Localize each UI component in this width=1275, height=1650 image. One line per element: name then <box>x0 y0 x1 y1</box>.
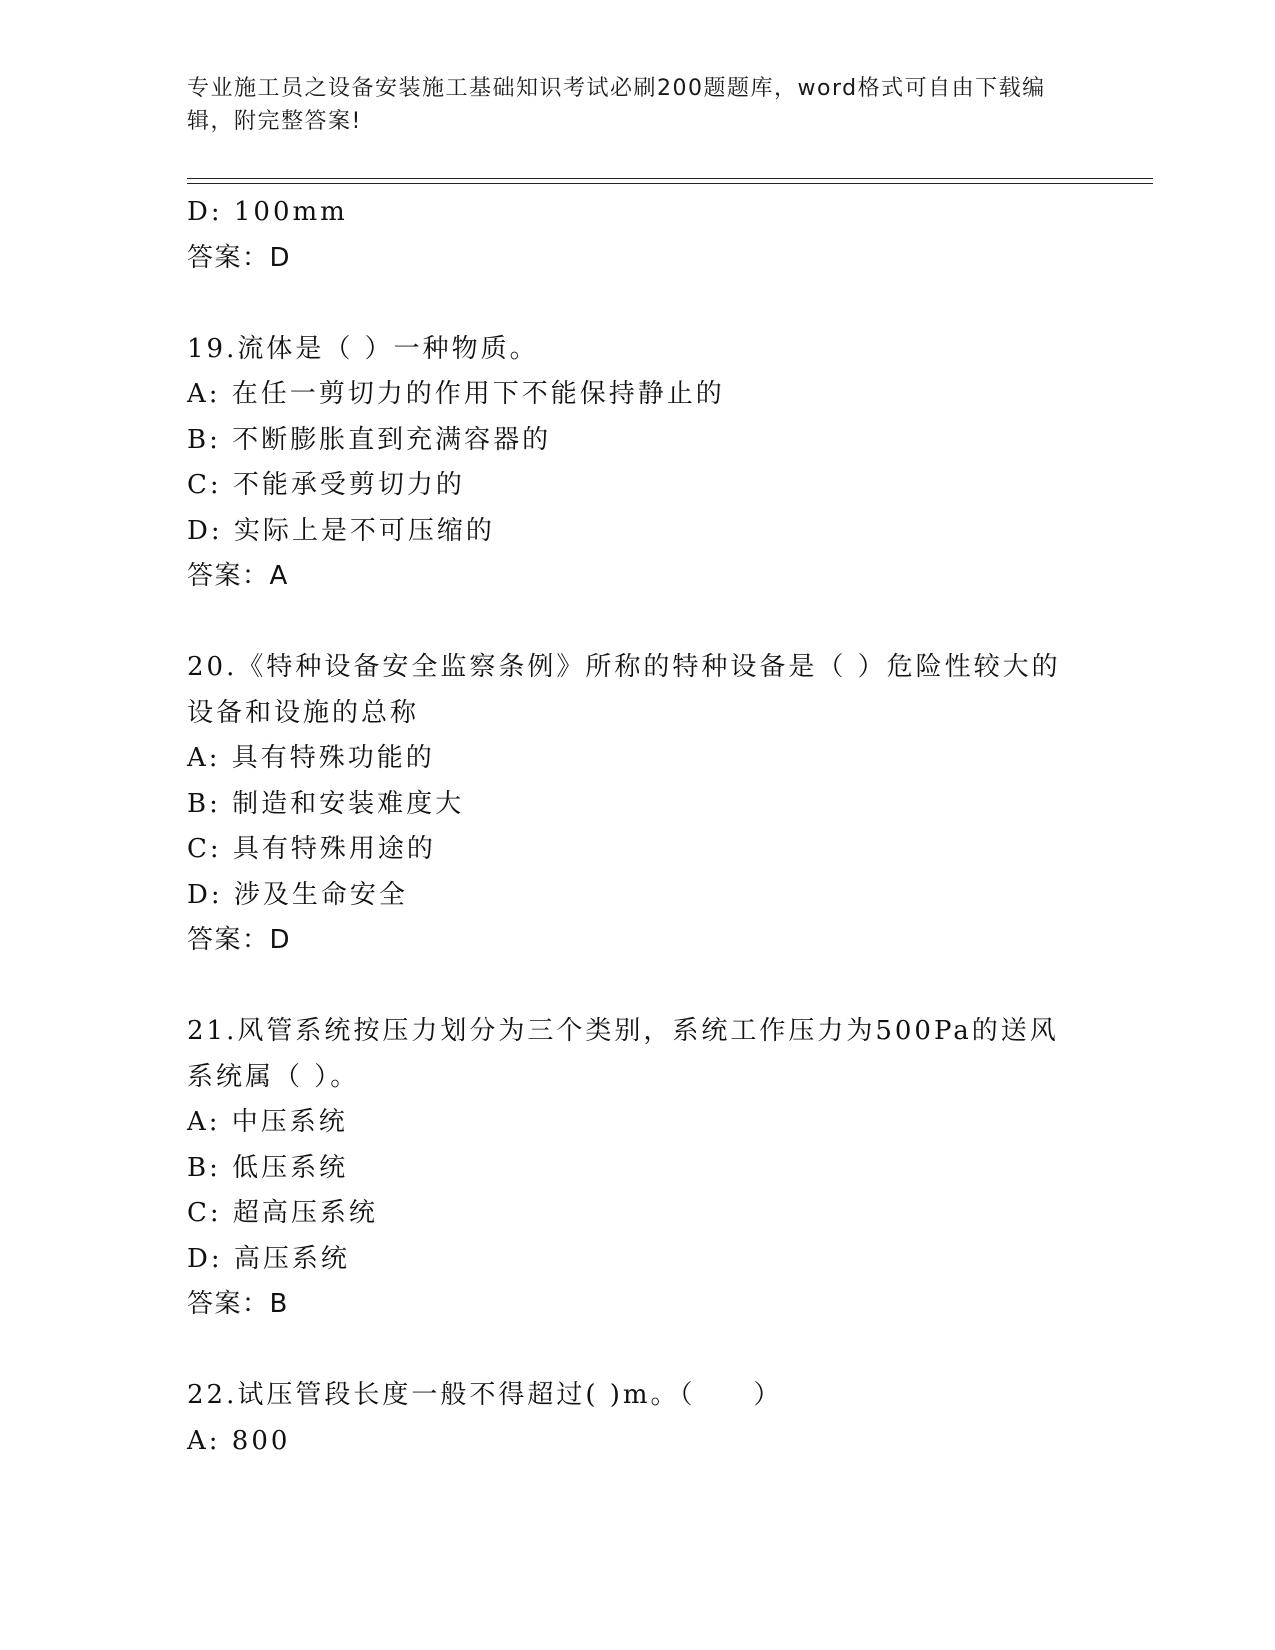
answer: 答案：D <box>187 925 292 955</box>
option-b: B: 低压系统 <box>187 1152 349 1183</box>
option-d: D: 涉及生命安全 <box>187 879 408 910</box>
answer: 答案：D <box>187 242 292 273</box>
question-stem: 20.《特种设备安全监察条例》所称的特种设备是（ ）危险性较大的设备和设施的总称 <box>187 652 1061 728</box>
option-a: A: 中压系统 <box>187 1107 348 1137</box>
answer: 答案：B <box>187 1289 289 1319</box>
option-c: C: 具有特殊用途的 <box>187 834 436 864</box>
option-d: D: 100mm <box>187 197 348 227</box>
previous-question-tail <box>187 190 1087 281</box>
header-divider-top <box>187 178 1153 179</box>
header-divider-bottom <box>187 183 1153 184</box>
option-a: A: 800 <box>187 1425 291 1456</box>
option-a: A: 具有特殊功能的 <box>187 743 435 773</box>
answer: 答案：A <box>187 561 289 591</box>
question-stem: 22.试压管段长度一般不得超过( )m。（ ） <box>187 1380 783 1410</box>
option-d: D: 实际上是不可压缩的 <box>187 515 495 546</box>
question-22 <box>187 1373 1087 1464</box>
option-c: C: 超高压系统 <box>187 1198 378 1228</box>
document-body <box>187 190 1087 1464</box>
option-b: B: 不断膨胀直到充满容器的 <box>187 424 552 455</box>
question-stem: 21.风管系统按压力划分为三个类别，系统工作压力为500Pa的送风系统属（ ）。 <box>187 1016 1059 1092</box>
option-a: A: 在任一剪切力的作用下不能保持静止的 <box>187 379 725 409</box>
question-20 <box>187 645 1087 964</box>
question-stem: 19.流体是（ ）一种物质。 <box>187 333 539 364</box>
document-header: 专业施工员之设备安装施工基础知识考试必刷200题题库，word格式可自由下载编辑，附完整答案! <box>187 76 1046 134</box>
option-c: C: 不能承受剪切力的 <box>187 470 465 500</box>
question-21 <box>187 1009 1087 1328</box>
option-b: B: 制造和安装难度大 <box>187 788 465 819</box>
option-d: D: 高压系统 <box>187 1243 350 1274</box>
question-19 <box>187 327 1087 600</box>
